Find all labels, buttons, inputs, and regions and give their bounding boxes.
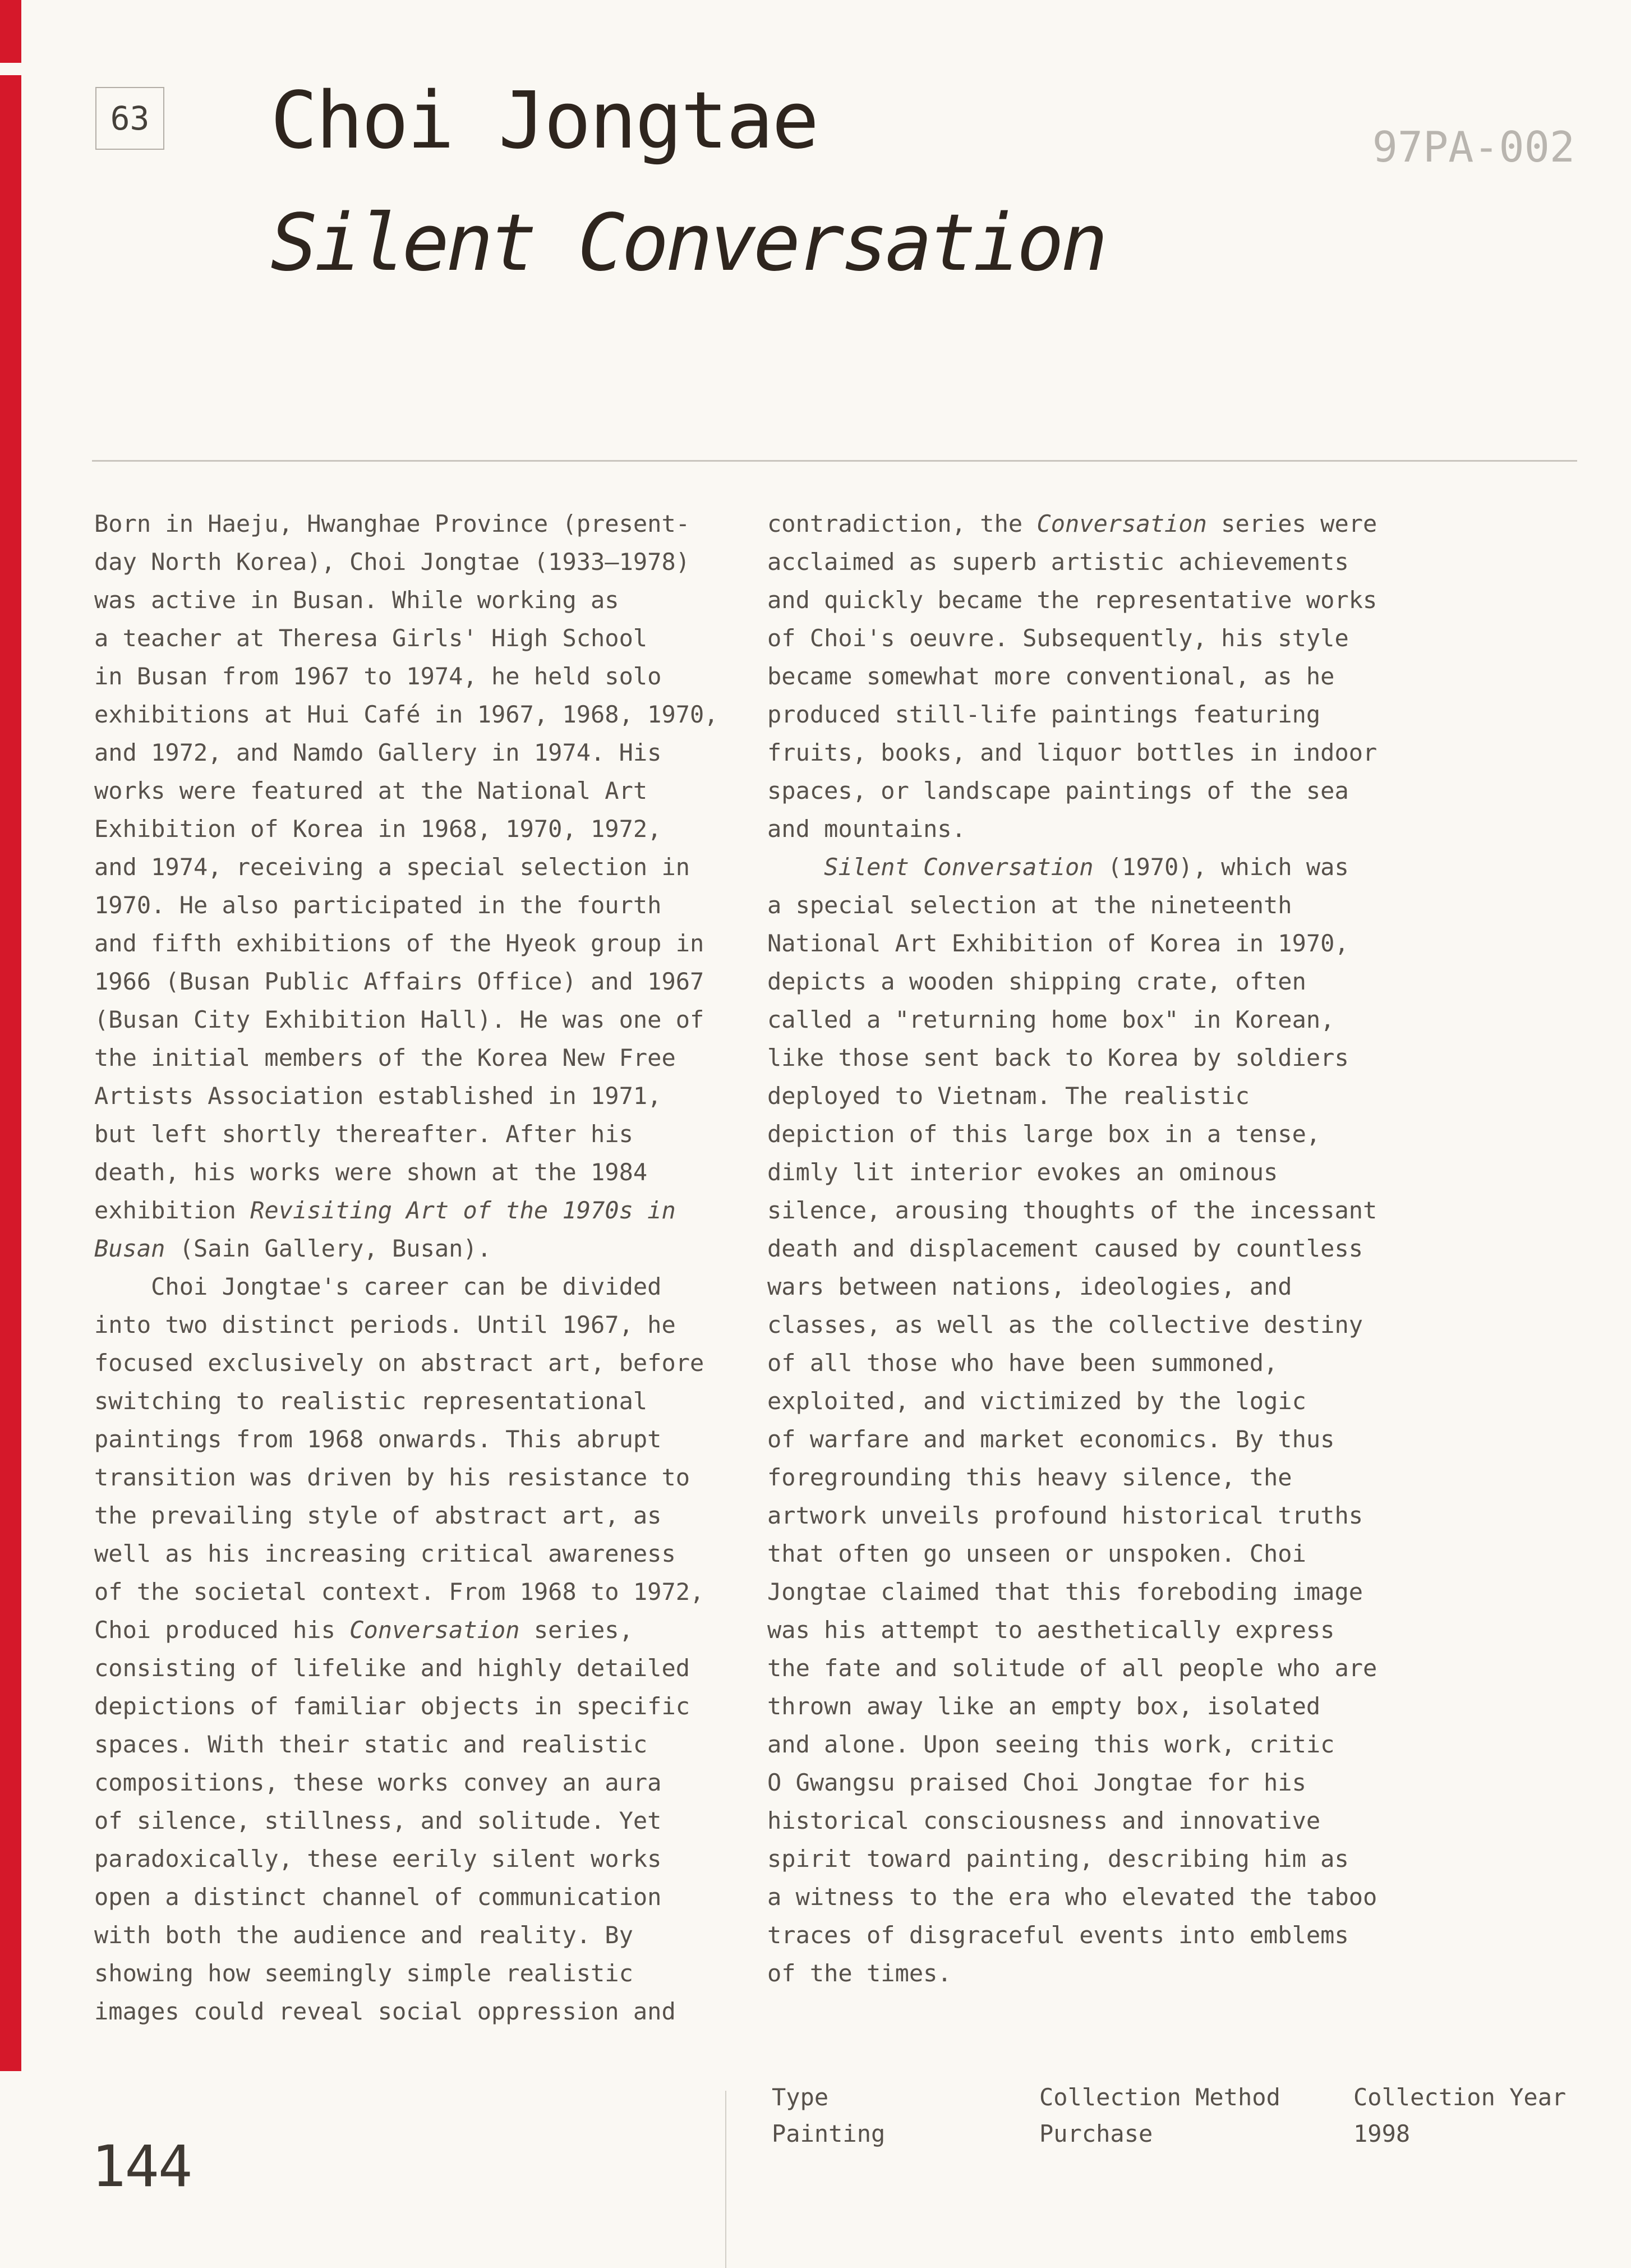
body-text-line: transition was driven by his resistance to — [94, 1464, 690, 1491]
body-text-line: dimly lit interior evokes an ominous — [767, 1158, 1278, 1186]
catalog-code: 97PA-002 — [1372, 122, 1575, 172]
body-text-line: well as his increasing critical awareness — [94, 1540, 676, 1567]
page-edge-red-strip — [0, 75, 21, 2071]
body-text-line: the prevailing style of abstract art, as — [94, 1502, 662, 1529]
page-edge-red-strip — [0, 0, 21, 63]
body-text-line: and quickly became the representative works — [767, 586, 1377, 614]
body-text-line: 1970. He also participated in the fourth — [94, 891, 662, 919]
body-text-line: of Choi's oeuvre. Subsequently, his style — [767, 624, 1349, 652]
body-text-line: that often go unseen or unspoken. Choi — [767, 1540, 1306, 1567]
body-text-line: exploited, and victimized by the logic — [767, 1387, 1306, 1415]
metadata-value: 1998 — [1353, 2120, 1411, 2147]
body-text-line: Silent Conversation (1970), which was — [824, 853, 1349, 881]
body-text-line: 1966 (Busan Public Affairs Office) and 1967 — [94, 968, 704, 995]
entry-number: 63 — [110, 99, 150, 137]
body-text-line: death, his works were shown at the 1984 — [94, 1158, 648, 1186]
header-divider — [92, 460, 1577, 462]
body-text-line: wars between nations, ideologies, and — [767, 1273, 1292, 1300]
page-number: 144 — [91, 2133, 192, 2200]
body-text-line: and 1972, and Namdo Gallery in 1974. His — [94, 739, 662, 766]
body-text-line: Choi produced his Conversation series, — [94, 1616, 633, 1644]
metadata-label: Collection Method — [1039, 2083, 1280, 2111]
body-text-line: of warfare and market economics. By thus — [767, 1425, 1335, 1453]
body-text-line: paradoxically, these eerily silent works — [94, 1845, 662, 1873]
body-text-line: but left shortly thereafter. After his — [94, 1120, 633, 1148]
body-text-line: a teacher at Theresa Girls' High School — [94, 624, 648, 652]
body-text-line: into two distinct periods. Until 1967, he — [94, 1311, 676, 1338]
body-text-line: Artists Association established in 1971, — [94, 1082, 662, 1110]
body-text-line: traces of disgraceful events into emblems — [767, 1921, 1349, 1949]
body-text-line: consisting of lifelike and highly detailed — [94, 1654, 690, 1682]
body-text-line: contradiction, the Conversation series were — [767, 510, 1377, 537]
body-text-line: of silence, stillness, and solitude. Yet — [94, 1807, 662, 1834]
body-text-line: and alone. Upon seeing this work, critic — [767, 1731, 1335, 1758]
body-text-line: in Busan from 1967 to 1974, he held solo — [94, 663, 662, 690]
body-text-line: images could reveal social oppression and — [94, 1998, 676, 2025]
body-text-line: National Art Exhibition of Korea in 1970, — [767, 930, 1349, 957]
body-text-line: Choi Jongtae's career can be divided — [94, 1273, 662, 1300]
metadata-label: Collection Year — [1353, 2083, 1567, 2111]
metadata-field — [1353, 2079, 1566, 2152]
body-text-line: and fifth exhibitions of the Hyeok group in — [94, 930, 704, 957]
body-text-line: Jongtae claimed that this foreboding image — [767, 1578, 1363, 1605]
body-text-line: deployed to Vietnam. The realistic — [767, 1082, 1250, 1110]
body-text-line: depiction of this large box in a tense, — [767, 1120, 1321, 1148]
body-text-line: artwork unveils profound historical truths — [767, 1502, 1363, 1529]
body-text-line: spaces. With their static and realistic — [94, 1731, 648, 1758]
body-text-line: O Gwangsu praised Choi Jongtae for his — [767, 1769, 1306, 1796]
body-text-line: became somewhat more conventional, as he — [767, 663, 1335, 690]
body-text-line: spirit toward painting, describing him as — [767, 1845, 1349, 1873]
body-text-line: paintings from 1968 onwards. This abrupt — [94, 1425, 662, 1453]
body-text-line: focused exclusively on abstract art, before — [94, 1349, 704, 1377]
body-text-line: was his attempt to aesthetically express — [767, 1616, 1335, 1644]
entry-number-badge — [95, 87, 164, 150]
body-text-line: spaces, or landscape paintings of the sea — [767, 777, 1349, 804]
body-text-line: depicts a wooden shipping crate, often — [767, 968, 1306, 995]
body-text-line: of the societal context. From 1968 to 1972, — [94, 1578, 704, 1605]
body-text-line: classes, as well as the collective destiny — [767, 1311, 1363, 1338]
metadata-field — [772, 2079, 885, 2152]
body-text-line: day North Korea), Choi Jongtae (1933–1978) — [94, 548, 690, 576]
body-text-line: open a distinct channel of communication — [94, 1883, 662, 1911]
metadata-value: Purchase — [1039, 2120, 1153, 2147]
footer-divider — [725, 2091, 726, 2268]
body-text-line: switching to realistic representational — [94, 1387, 648, 1415]
body-text-line: of the times. — [767, 1959, 952, 1987]
body-text-line: a witness to the era who elevated the taboo — [767, 1883, 1377, 1911]
body-text-line: and 1974, receiving a special selection in — [94, 853, 690, 881]
body-text-line: Born in Haeju, Hwanghae Province (present- — [94, 510, 690, 537]
artwork-title: Silent Conversation — [270, 197, 1105, 289]
body-text-line: compositions, these works convey an aura — [94, 1769, 662, 1796]
body-text-line: thrown away like an empty box, isolated — [767, 1692, 1321, 1720]
body-text-line: of all those who have been summoned, — [767, 1349, 1278, 1377]
body-text-line: foregrounding this heavy silence, the — [767, 1464, 1292, 1491]
body-text-line: fruits, books, and liquor bottles in indoor — [767, 739, 1377, 766]
body-text-line: showing how seemingly simple realistic — [94, 1959, 633, 1987]
body-text-line: a special selection at the nineteenth — [767, 891, 1292, 919]
body-text-line: depictions of familiar objects in specific — [94, 1692, 690, 1720]
left-text-column — [94, 505, 756, 2031]
body-text-line: the fate and solitude of all people who are — [767, 1654, 1377, 1682]
body-text-line: with both the audience and reality. By — [94, 1921, 633, 1949]
metadata-value: Painting — [772, 2120, 886, 2147]
body-text-line: death and displacement caused by countless — [767, 1235, 1363, 1262]
body-text-line: exhibition Revisiting Art of the 1970s in — [94, 1197, 676, 1224]
body-text-line: acclaimed as superb artistic achievements — [767, 548, 1349, 576]
body-text-line: was active in Busan. While working as — [94, 586, 619, 614]
body-text-line: (Busan City Exhibition Hall). He was one of — [94, 1006, 704, 1033]
artist-name: Choi Jongtae — [270, 75, 818, 167]
metadata-field — [1039, 2079, 1280, 2152]
body-text-line: the initial members of the Korea New Free — [94, 1044, 676, 1071]
metadata-label: Type — [772, 2083, 829, 2111]
body-text-line: called a "returning home box" in Korean, — [767, 1006, 1335, 1033]
body-text-line: historical consciousness and innovative — [767, 1807, 1321, 1834]
body-text-line: and mountains. — [767, 815, 966, 843]
body-text-line: exhibitions at Hui Café in 1967, 1968, 1970, — [94, 701, 718, 728]
right-text-column — [767, 505, 1429, 1993]
body-text-line: Exhibition of Korea in 1968, 1970, 1972, — [94, 815, 662, 843]
body-text-line: silence, arousing thoughts of the incessant — [767, 1197, 1377, 1224]
body-text-line: like those sent back to Korea by soldiers — [767, 1044, 1349, 1071]
body-text-line: produced still-life paintings featuring — [767, 701, 1321, 728]
body-text-line: Busan (Sain Gallery, Busan). — [94, 1235, 492, 1262]
body-text-line: works were featured at the National Art — [94, 777, 648, 804]
